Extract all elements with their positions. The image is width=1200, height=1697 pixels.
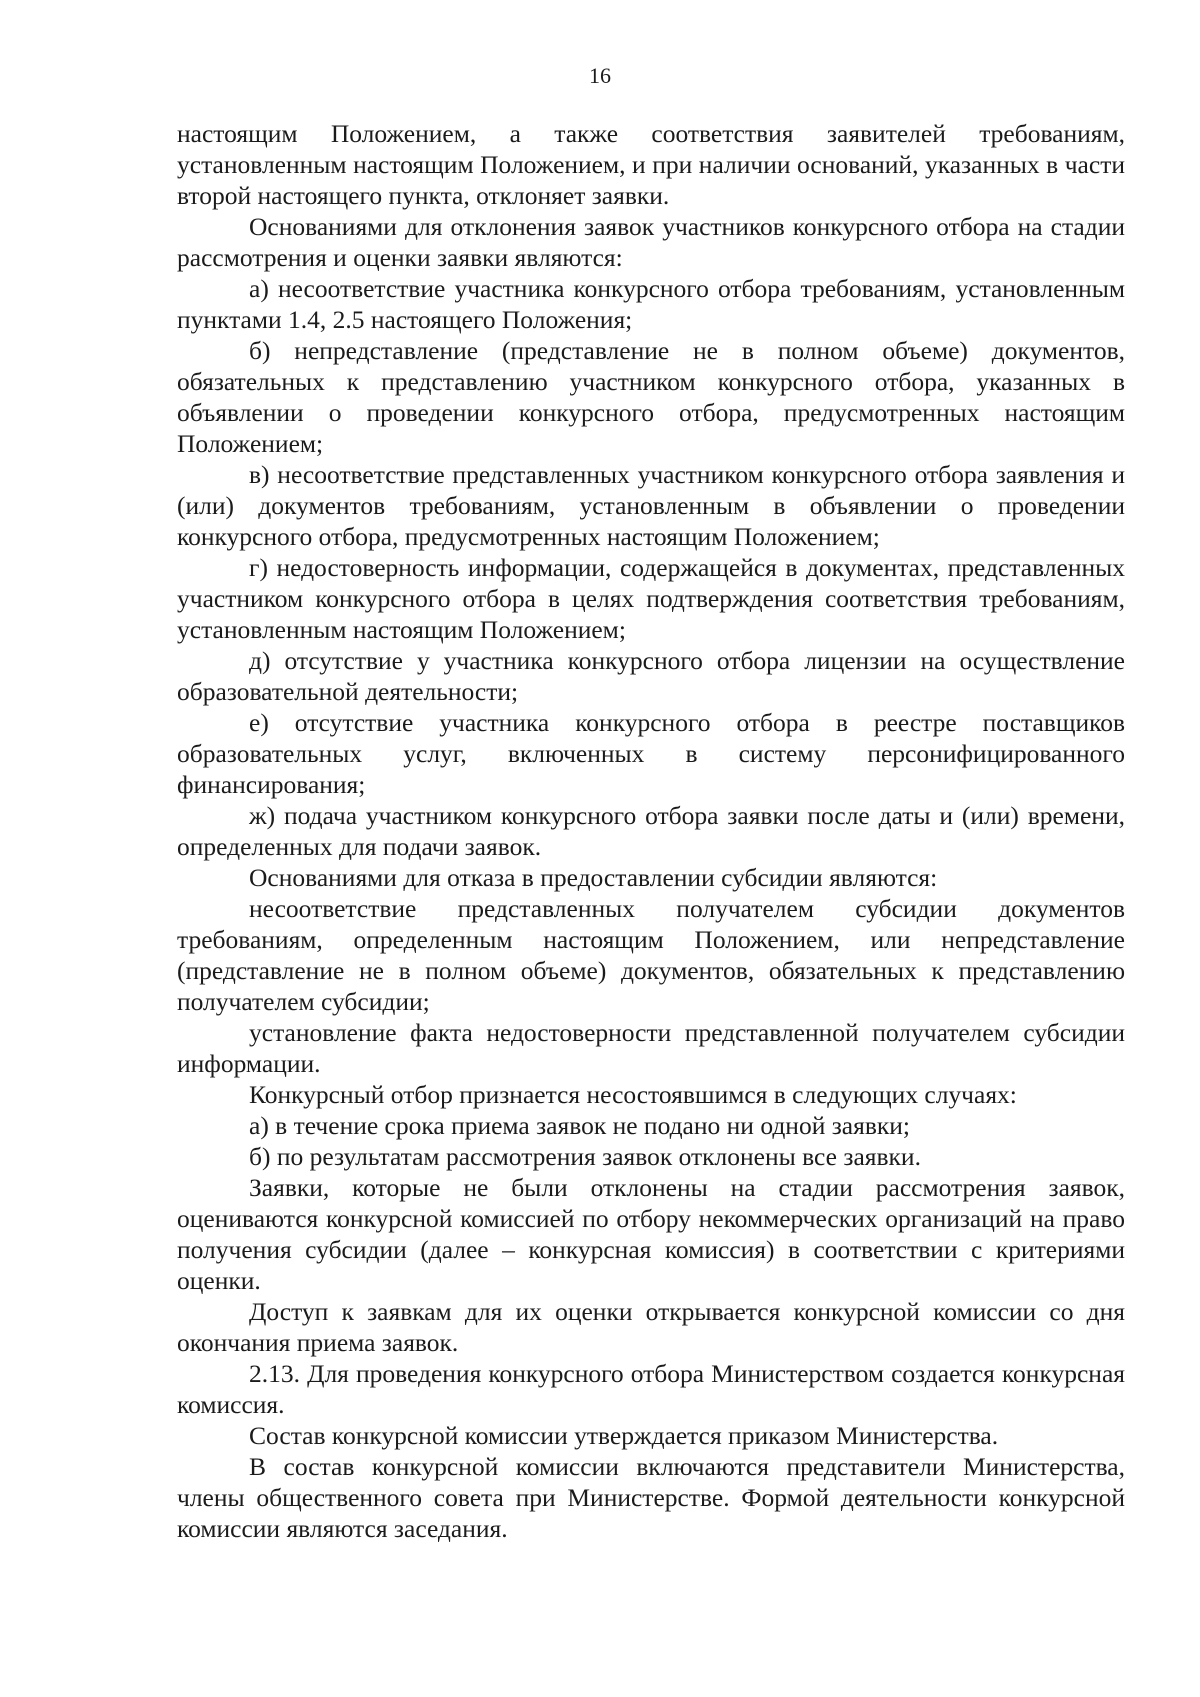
paragraph-refusal-ground-2: установление факта недостоверности представленной получателем субсидии информации. bbox=[177, 1018, 1125, 1078]
paragraph-access: Доступ к заявкам для их оценки открывается конкурсной комиссии со дня окончания приема заявок. bbox=[177, 1297, 1125, 1357]
list-item-g: г) недостоверность информации, содержащейся в документах, представленных участником конкурсного отбора в целях подтверждения соответствия требованиям, установленным настоящим Положением; bbox=[177, 553, 1125, 644]
list-item-a: а) несоответствие участника конкурсного отбора требованиям, установленным пунктами 1.4, 2.5 настоящего Положения; bbox=[177, 274, 1125, 334]
paragraph-commission-members: В состав конкурсной комиссии включаются представители Министерства, члены общественного совета при Министерстве. Формой деятельности конкурсной комиссии являются заседания. bbox=[177, 1452, 1125, 1543]
paragraph-continuation: настоящим Положением, а также соответствия заявителей требованиям, установленным настоящим Положением, и при наличии оснований, указанных в части второй настоящего пункта, отклоняет заявки. bbox=[177, 119, 1125, 210]
paragraph-failed-selection-intro: Конкурсный отбор признается несостоявшимся в следующих случаях: bbox=[249, 1080, 1017, 1109]
page-number: 16 bbox=[589, 63, 611, 88]
list-item-d: д) отсутствие у участника конкурсного отбора лицензии на осуществление образовательной деятельности; bbox=[177, 646, 1125, 706]
document-body bbox=[177, 118, 1125, 1544]
list-item-zh: ж) подача участником конкурсного отбора заявки после даты и (или) времени, определенных для подачи заявок. bbox=[177, 801, 1125, 861]
paragraph-refusal-grounds-intro: Основаниями для отказа в предоставлении субсидии являются: bbox=[249, 863, 938, 892]
list-item-e: е) отсутствие участника конкурсного отбора в реестре поставщиков образовательных услуг, включенных в систему персонифицированного финансирования; bbox=[177, 708, 1125, 799]
paragraph-rejection-grounds-intro: Основаниями для отклонения заявок участников конкурсного отбора на стадии рассмотрения и оценки заявки являются: bbox=[177, 212, 1125, 272]
list-item-b: б) непредставление (представление не в полном объеме) документов, обязательных к представлению участником конкурсного отбора, указанных в объявлении о проведении конкурсного отбора, предусмотренных настоящим Положением; bbox=[177, 336, 1125, 458]
failed-case-a: а) в течение срока приема заявок не подано ни одной заявки; bbox=[249, 1111, 911, 1140]
paragraph-evaluation: Заявки, которые не были отклонены на стадии рассмотрения заявок, оцениваются конкурсной комиссией по отбору некоммерческих организаций на право получения субсидии (далее – конкурсная комиссия) в соответствии с критериями оценки. bbox=[177, 1173, 1125, 1295]
list-item-v: в) несоответствие представленных участником конкурсного отбора заявления и (или) документов требованиям, установленным в объявлении о проведении конкурсного отбора, предусмотренных настоящим Положением; bbox=[177, 460, 1125, 551]
paragraph-commission-composition: Состав конкурсной комиссии утверждается приказом Министерства. bbox=[249, 1421, 999, 1450]
paragraph-refusal-ground-1: несоответствие представленных получателем субсидии документов требованиям, определенным настоящим Положением, или непредставление (представление не в полном объеме) документов, обязательных к представлению получателем субсидии; bbox=[177, 894, 1125, 1016]
failed-case-b: б) по результатам рассмотрения заявок отклонены все заявки. bbox=[249, 1142, 921, 1171]
paragraph-section-2-13: 2.13. Для проведения конкурсного отбора Министерством создается конкурсная комиссия. bbox=[177, 1359, 1125, 1419]
